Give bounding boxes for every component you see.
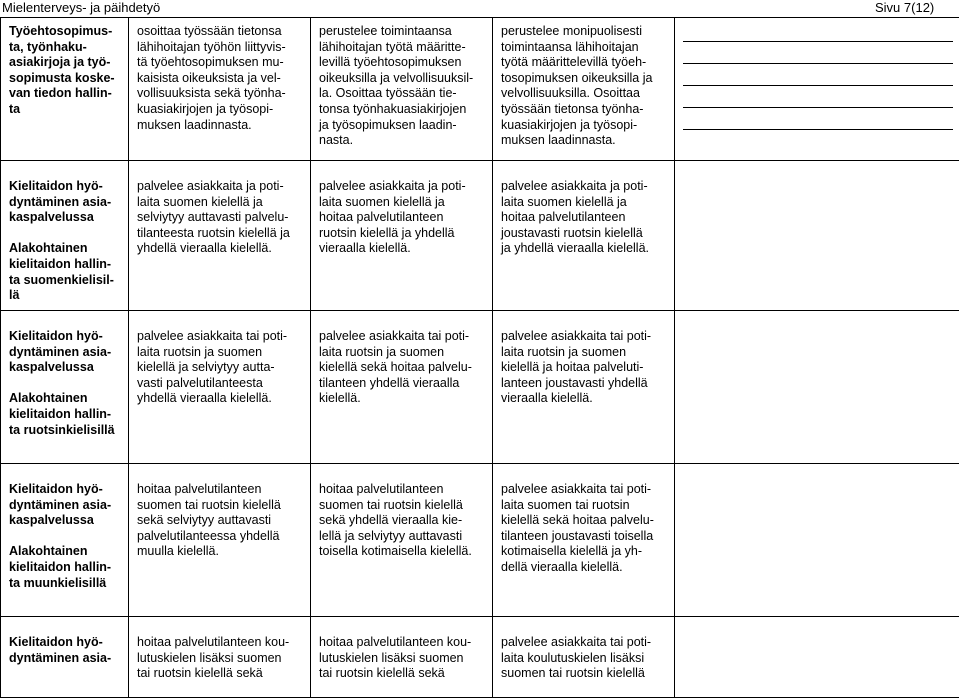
- criteria-heading: Kielitaidon hyö- dyntäminen asia-: [1, 617, 129, 698]
- level-satisfactory-cell: hoitaa palvelutilanteen kou- lutuskielen lisäksi suomen tai ruotsin kielellä sekä: [129, 617, 311, 698]
- level-good-cell: hoitaa palvelutilanteen suomen tai ruotsin kielellä sekä yhdellä vieraalla kie- lellä ja selviytyy auttavasti toisella kotimaisella kielellä.: [311, 464, 493, 617]
- notes-cell[interactable]: [675, 18, 959, 161]
- fill-line: [683, 41, 953, 42]
- level-good-cell: hoitaa palvelutilanteen kou- lutuskielen lisäksi suomen tai ruotsin kielellä sekä: [311, 617, 493, 698]
- page-number: Sivu 7(12): [875, 0, 934, 16]
- level-excellent-cell: palvelee asiakkaita ja poti- laita suomen kielellä ja hoitaa palvelutilanteen joustavasti ruotsin kielellä ja yhdellä vieraalla kielellä.: [493, 161, 675, 311]
- criteria-heading: Kielitaidon hyö- dyntäminen asia- kaspalvelussa Alakohtainen kielitaidon hallin- ta ruotsinkielisillä: [1, 311, 129, 464]
- notes-cell[interactable]: [675, 464, 959, 617]
- level-good-cell: perustelee toimintaansa lähihoitajan työtä määritte- levillä työehtosopimuksen oikeuksilla ja velvollisuuksil- la. Osoittaa työssään tie- tonsa työnhakuasiakirjojen ja työsopimuksen laadin- nasta.: [311, 18, 493, 161]
- fill-line: [683, 107, 953, 108]
- level-satisfactory-cell: palvelee asiakkaita tai poti- laita ruotsin ja suomen kielellä ja selviytyy autta- vasti palvelutilanteesta yhdellä vieraalla kielellä.: [129, 311, 311, 464]
- fill-line: [683, 85, 953, 86]
- notes-cell[interactable]: [675, 161, 959, 311]
- level-satisfactory-cell: palvelee asiakkaita ja poti- laita suomen kielellä ja selviytyy auttavasti palvelu- tilanteesta ruotsin kielellä ja yhdellä vieraalla kielellä.: [129, 161, 311, 311]
- assessment-table: [0, 17, 959, 698]
- criteria-heading: Kielitaidon hyö- dyntäminen asia- kaspalvelussa Alakohtainen kielitaidon hallin- ta suomenkielisil- lä: [1, 161, 129, 311]
- document-title: Mielenterveys- ja päihdetyö: [2, 0, 160, 16]
- notes-cell[interactable]: [675, 617, 959, 698]
- level-excellent-cell: palvelee asiakkaita tai poti- laita suomen tai ruotsin kielellä sekä hoitaa palvelu- tilanteen joustavasti toisella kotimaisella kielellä ja yh- dellä vieraalla kielellä.: [493, 464, 675, 617]
- criteria-heading: Kielitaidon hyö- dyntäminen asia- kaspalvelussa Alakohtainen kielitaidon hallin- ta muunkielisillä: [1, 464, 129, 617]
- fill-line: [683, 129, 953, 130]
- level-good-cell: palvelee asiakkaita ja poti- laita suomen kielellä ja hoitaa palvelutilanteen ruotsin kielellä ja yhdellä vieraalla kielellä.: [311, 161, 493, 311]
- table-row: [1, 161, 959, 311]
- fill-line: [683, 63, 953, 64]
- level-excellent-cell: perustelee monipuolisesti toimintaansa lähihoitajan työtä määrittelevillä työeh- tosopimuksen oikeuksilla ja velvollisuuksilla. Osoittaa työssään tietonsa työnha- kuasiakirjojen ja työsopi- muksen laadinnasta.: [493, 18, 675, 161]
- criteria-heading: Työehtosopimus- ta, työnhaku- asiakirjoja ja työ- sopimusta koske- van tiedon hallin- ta: [1, 18, 129, 161]
- level-excellent-cell: palvelee asiakkaita tai poti- laita koulutuskielen lisäksi suomen tai ruotsin kielellä: [493, 617, 675, 698]
- level-excellent-cell: palvelee asiakkaita tai poti- laita ruotsin ja suomen kielellä ja hoitaa palveluti- lanteen joustavasti yhdellä vieraalla kielellä.: [493, 311, 675, 464]
- table-row: [1, 464, 959, 617]
- level-satisfactory-cell: hoitaa palvelutilanteen suomen tai ruotsin kielellä sekä selviytyy auttavasti palvelutilanteessa yhdellä muulla kielellä.: [129, 464, 311, 617]
- level-good-cell: palvelee asiakkaita tai poti- laita ruotsin ja suomen kielellä sekä hoitaa palvelu- tilanteen yhdellä vieraalla kielellä.: [311, 311, 493, 464]
- table-row: [1, 311, 959, 464]
- table-row: [1, 617, 959, 698]
- page-header: [0, 0, 959, 18]
- table-row: [1, 18, 959, 161]
- level-satisfactory-cell: osoittaa työssään tietonsa lähihoitajan työhön liittyvis- tä työehtosopimuksen mu- kaisista oikeuksista ja vel- vollisuuksista sekä työnha- kuasiakirjojen ja työsopi- muksen laadinnasta.: [129, 18, 311, 161]
- notes-cell[interactable]: [675, 311, 959, 464]
